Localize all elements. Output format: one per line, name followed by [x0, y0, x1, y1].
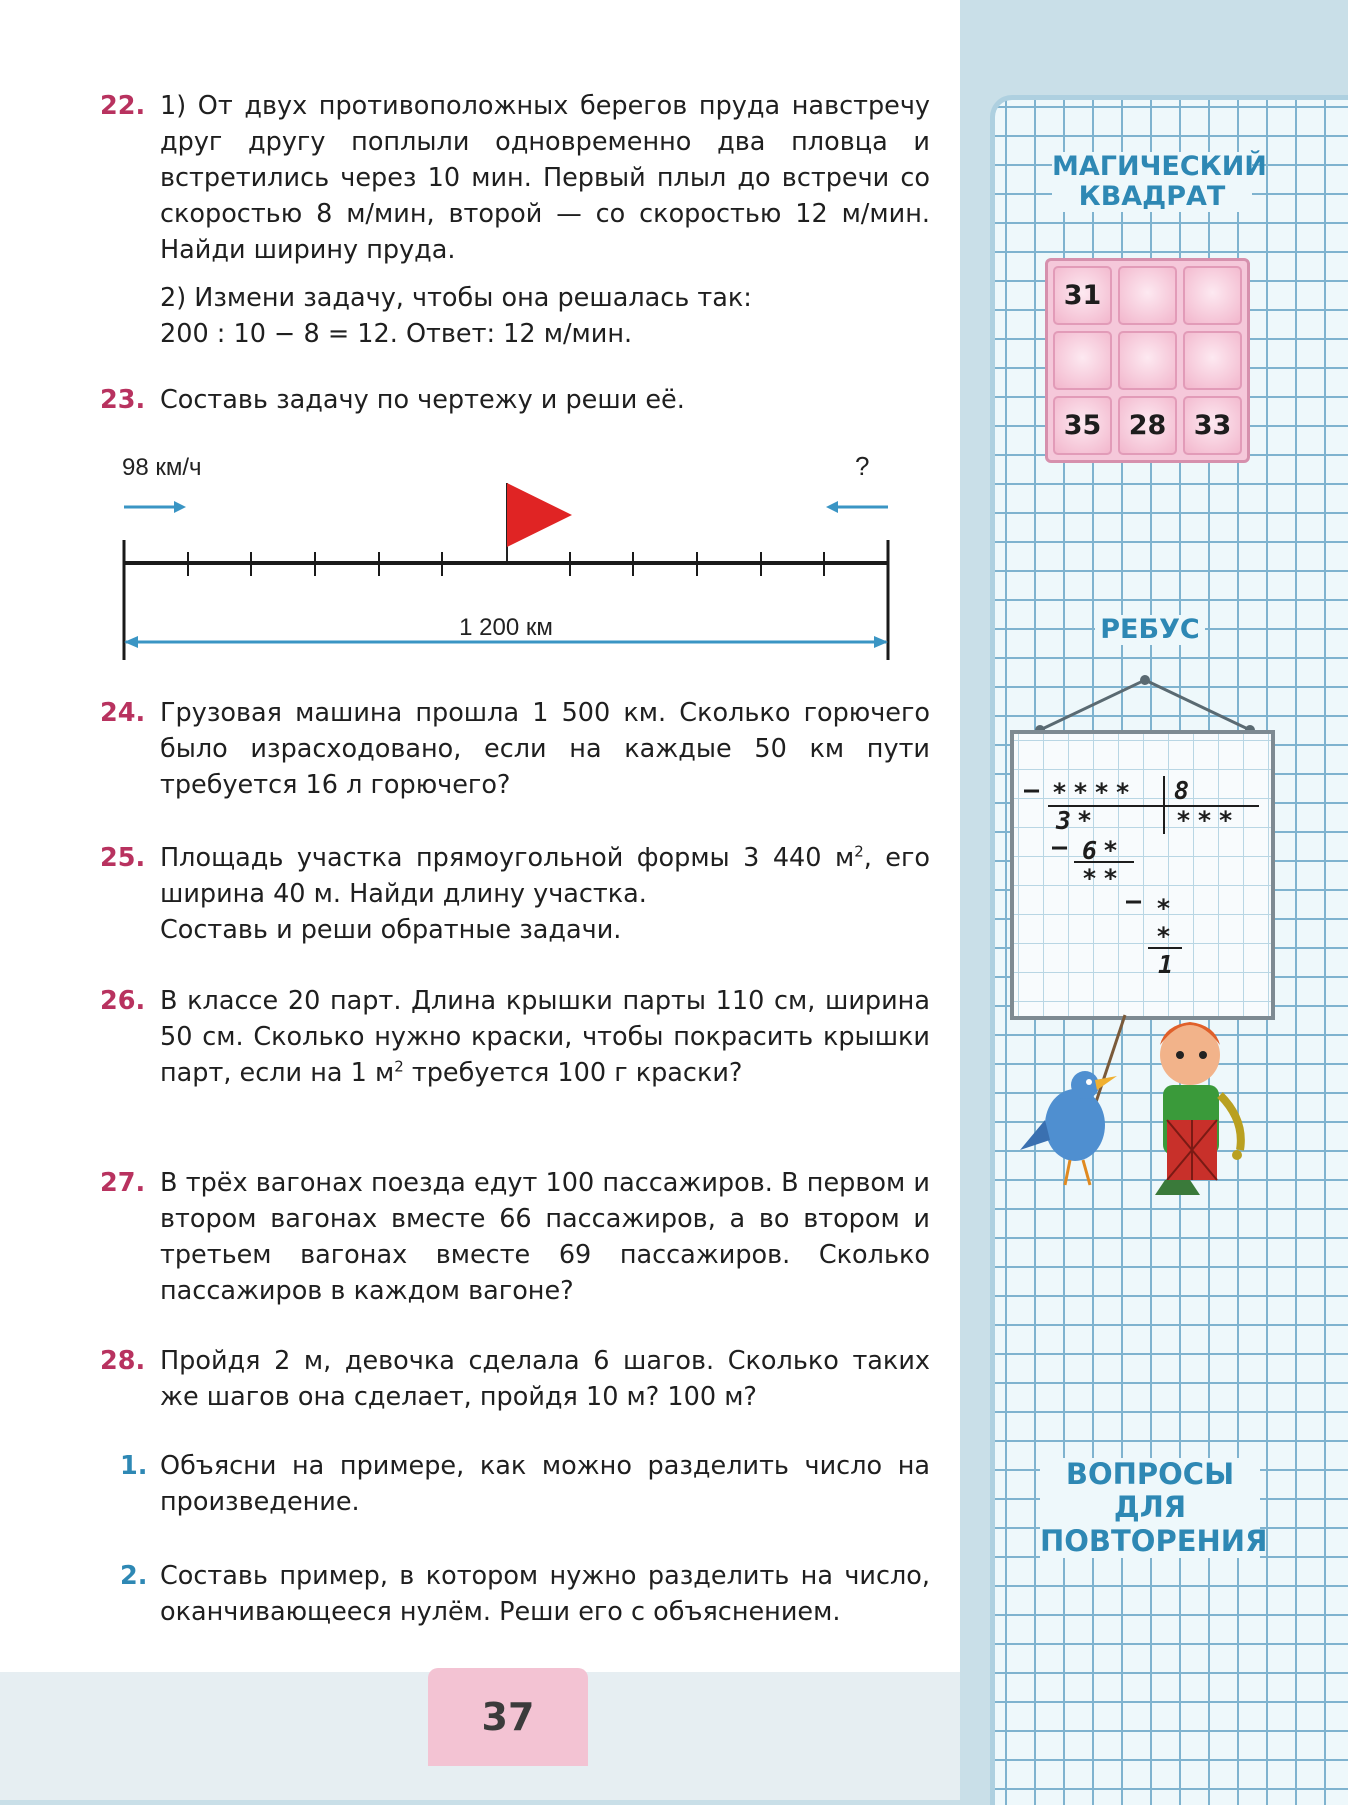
page-number: 37	[428, 1668, 588, 1766]
task-number: 22.	[100, 91, 146, 121]
magic-cell	[1183, 266, 1242, 325]
magic-cell: 35	[1053, 396, 1112, 455]
magic-square-title: МАГИЧЕСКИЙ КВАДРАТ	[1052, 151, 1267, 213]
task-text: Площадь участка прямоугольной формы 3 440 $м^2$, его ширина 40 м. Найди длину участка.	[160, 842, 930, 909]
motion-diagram	[110, 445, 900, 670]
task-23	[100, 382, 930, 418]
magic-cell	[1053, 331, 1112, 390]
minus-sign: –	[1052, 832, 1068, 861]
rebus-divisor: 8	[1174, 776, 1190, 805]
question-text: Составь пример, в котором нужно разделить на число, оканчивающееся нулём. Реши его с объяснением.	[160, 1561, 930, 1627]
board-string	[1030, 672, 1260, 736]
task-text: Грузовая машина прошла 1 500 км. Сколько горючего было израсходовано, если на каждые 50 км пути требуется 16 л горючего?	[160, 698, 930, 800]
rebus-remainder: 1	[1158, 950, 1174, 979]
question-text: Объясни на примере, как можно разделить число на произведение.	[160, 1451, 930, 1517]
task-number: 25.	[100, 843, 146, 873]
rebus-subtrahend-3: *	[1156, 922, 1172, 951]
magic-cell	[1183, 331, 1242, 390]
left-arrow-icon	[124, 501, 186, 513]
task-number: 28.	[100, 1346, 146, 1376]
question-number: 1.	[120, 1451, 148, 1481]
task-26	[100, 983, 930, 1091]
right-arrow-icon	[826, 501, 888, 513]
magic-cell: 28	[1118, 396, 1177, 455]
task-text: В трёх вагонах поезда едут 100 пассажиров. В первом и втором вагонах вместе 66 пассажиров, а во втором и третьем вагонах вместе 69 пассажиров. Сколько пассажиров в каждом вагоне?	[160, 1168, 930, 1306]
magic-cell: 31	[1053, 266, 1112, 325]
rebus-subtrahend-1: 3*	[1056, 806, 1099, 835]
question-2	[100, 1558, 930, 1630]
distance-label: 1 200 км	[459, 614, 553, 641]
task-text-extra: Составь и реши обратные задачи.	[160, 915, 622, 945]
task-number: 26.	[100, 986, 146, 1016]
flag-icon	[507, 483, 572, 563]
task-text: В классе 20 парт. Длина крышки парты 110 см, ширина 50 см. Сколько нужно краски, чтобы покрасить крышки парт, если на 1 $м^2$ требуется 100 г краски?	[160, 986, 930, 1088]
task-number: 23.	[100, 385, 146, 415]
magic-square	[1045, 258, 1250, 463]
task-subpart: 2) Измени задачу, чтобы она решалась так:	[160, 283, 752, 313]
task-number: 24.	[100, 698, 146, 728]
rebus-partial-1: 6*	[1082, 836, 1125, 865]
task-number: 27.	[100, 1168, 146, 1198]
magic-cell	[1118, 266, 1177, 325]
task-expression: 200 : 10 − 8 = 12. Ответ: 12 м/мин.	[160, 319, 633, 349]
task-text: Составь задачу по чертежу и реши её.	[160, 385, 685, 415]
minus-sign: –	[1024, 775, 1040, 804]
review-questions-title: ВОПРОСЫ ДЛЯ ПОВТОРЕНИЯ	[1040, 1457, 1268, 1558]
rebus-board	[1010, 730, 1275, 1020]
right-speed-label: ?	[855, 451, 870, 481]
left-speed-label: 98 км/ч	[122, 454, 202, 481]
rebus-subtrahend-2: **	[1082, 864, 1125, 893]
magic-cell	[1118, 331, 1177, 390]
question-1	[100, 1448, 930, 1520]
rebus-dividend: ****	[1052, 778, 1137, 807]
magic-cell: 33	[1183, 396, 1242, 455]
rebus-lines	[1014, 734, 1271, 1016]
cartoon-characters-icon	[1015, 1000, 1275, 1200]
question-number: 2.	[120, 1561, 148, 1591]
task-22	[100, 88, 930, 352]
task-24	[100, 695, 930, 803]
task-28	[100, 1343, 930, 1415]
rebus-partial-2: *	[1156, 894, 1172, 923]
task-text: 1) От двух противоположных берегов пруда навстречу друг другу поплыли одновременно два пловца и встретились через 10 мин. Первый плыл до встречи со скоростью 8 м/мин, второй — со скоростью 12 м/мин. Найди ширину пруда.	[160, 91, 930, 265]
task-text: Пройдя 2 м, девочка сделала 6 шагов. Сколько таких же шагов она сделает, пройдя 10 м? 100 м?	[160, 1346, 930, 1412]
rebus-quotient: ***	[1176, 806, 1240, 835]
task-25	[100, 840, 930, 948]
minus-sign: –	[1126, 886, 1142, 915]
task-27	[100, 1165, 930, 1309]
rebus-title: РЕБУС	[1095, 615, 1205, 645]
